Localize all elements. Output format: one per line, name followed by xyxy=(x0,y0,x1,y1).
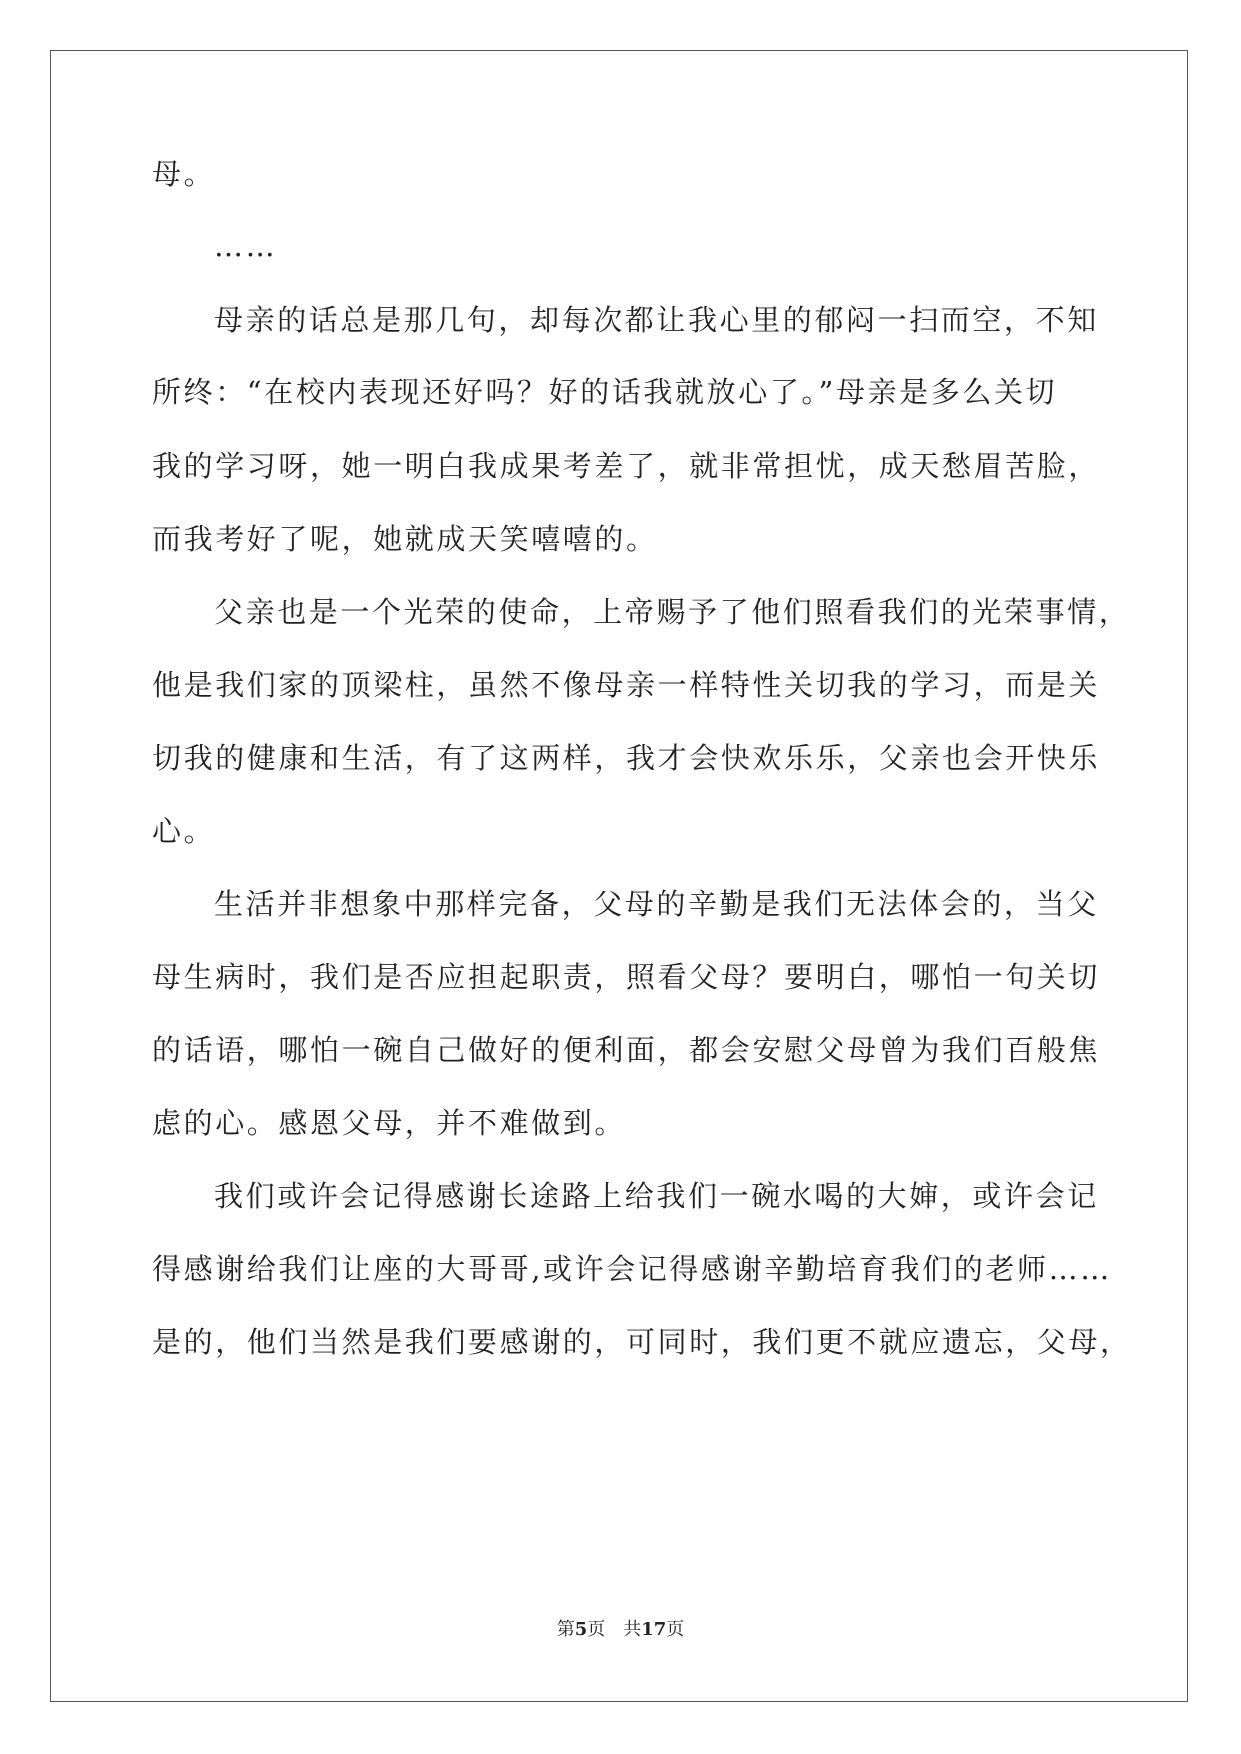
total-pages: 17 xyxy=(641,1619,667,1640)
text-line: 生活并非想象中那样完备，父母的辛勤是我们无法体会的，当父 xyxy=(214,887,1099,921)
text-line: 我们或许会记得感谢长途路上给我们一碗水喝的大婶，或许会记 xyxy=(214,1179,1099,1213)
text-line: 而我考好了呢，她就成天笑嘻嘻的。 xyxy=(152,522,658,556)
text-line: 虑的心。感恩父母，并不难做到。 xyxy=(152,1106,627,1140)
text-line: 的话语，哪怕一碗自己做好的便利面，都会安慰父母曾为我们百般焦 xyxy=(152,1033,1101,1067)
ellipsis-line: …… xyxy=(214,229,278,263)
text-line: 母。 xyxy=(152,157,216,191)
text-line: 所终：“在校内表现还好吗？好的话我就放心了。”母亲是多么关切 xyxy=(152,375,1058,409)
page-suffix: 页 xyxy=(587,1619,606,1640)
text-line: 我的学习呀，她一明白我成果考差了，就非常担忧，成天愁眉苦脸， xyxy=(152,449,1101,483)
text-line: 心。 xyxy=(152,814,216,848)
text-line: 母生病时，我们是否应担起职责，照看父母？要明白，哪怕一句关切 xyxy=(152,960,1101,994)
page-prefix: 第 xyxy=(556,1619,575,1640)
text-line: 是的，他们当然是我们要感谢的，可同时，我们更不就应遗忘，父母， xyxy=(152,1325,1132,1359)
text-line: 切我的健康和生活，有了这两样，我才会快欢乐乐，父亲也会开快乐 xyxy=(152,741,1101,775)
page-border xyxy=(50,50,1188,1702)
page-footer xyxy=(0,1618,1241,1642)
text-line: 得感谢给我们让座的大哥哥,或许会记得感谢辛勤培育我们的老师…… xyxy=(152,1252,1112,1286)
text-line: 父亲也是一个光荣的使命，上帝赐予了他们照看我们的光荣事情， xyxy=(214,595,1131,629)
page-number: 5 xyxy=(574,1619,588,1640)
text-line: 母亲的话总是那几句，却每次都让我心里的郁闷一扫而空，不知 xyxy=(214,303,1099,337)
total-suffix: 页 xyxy=(666,1619,685,1640)
total-prefix: 共 xyxy=(623,1619,642,1640)
text-line: 他是我们家的顶梁柱，虽然不像母亲一样特性关切我的学习，而是关 xyxy=(152,668,1101,702)
